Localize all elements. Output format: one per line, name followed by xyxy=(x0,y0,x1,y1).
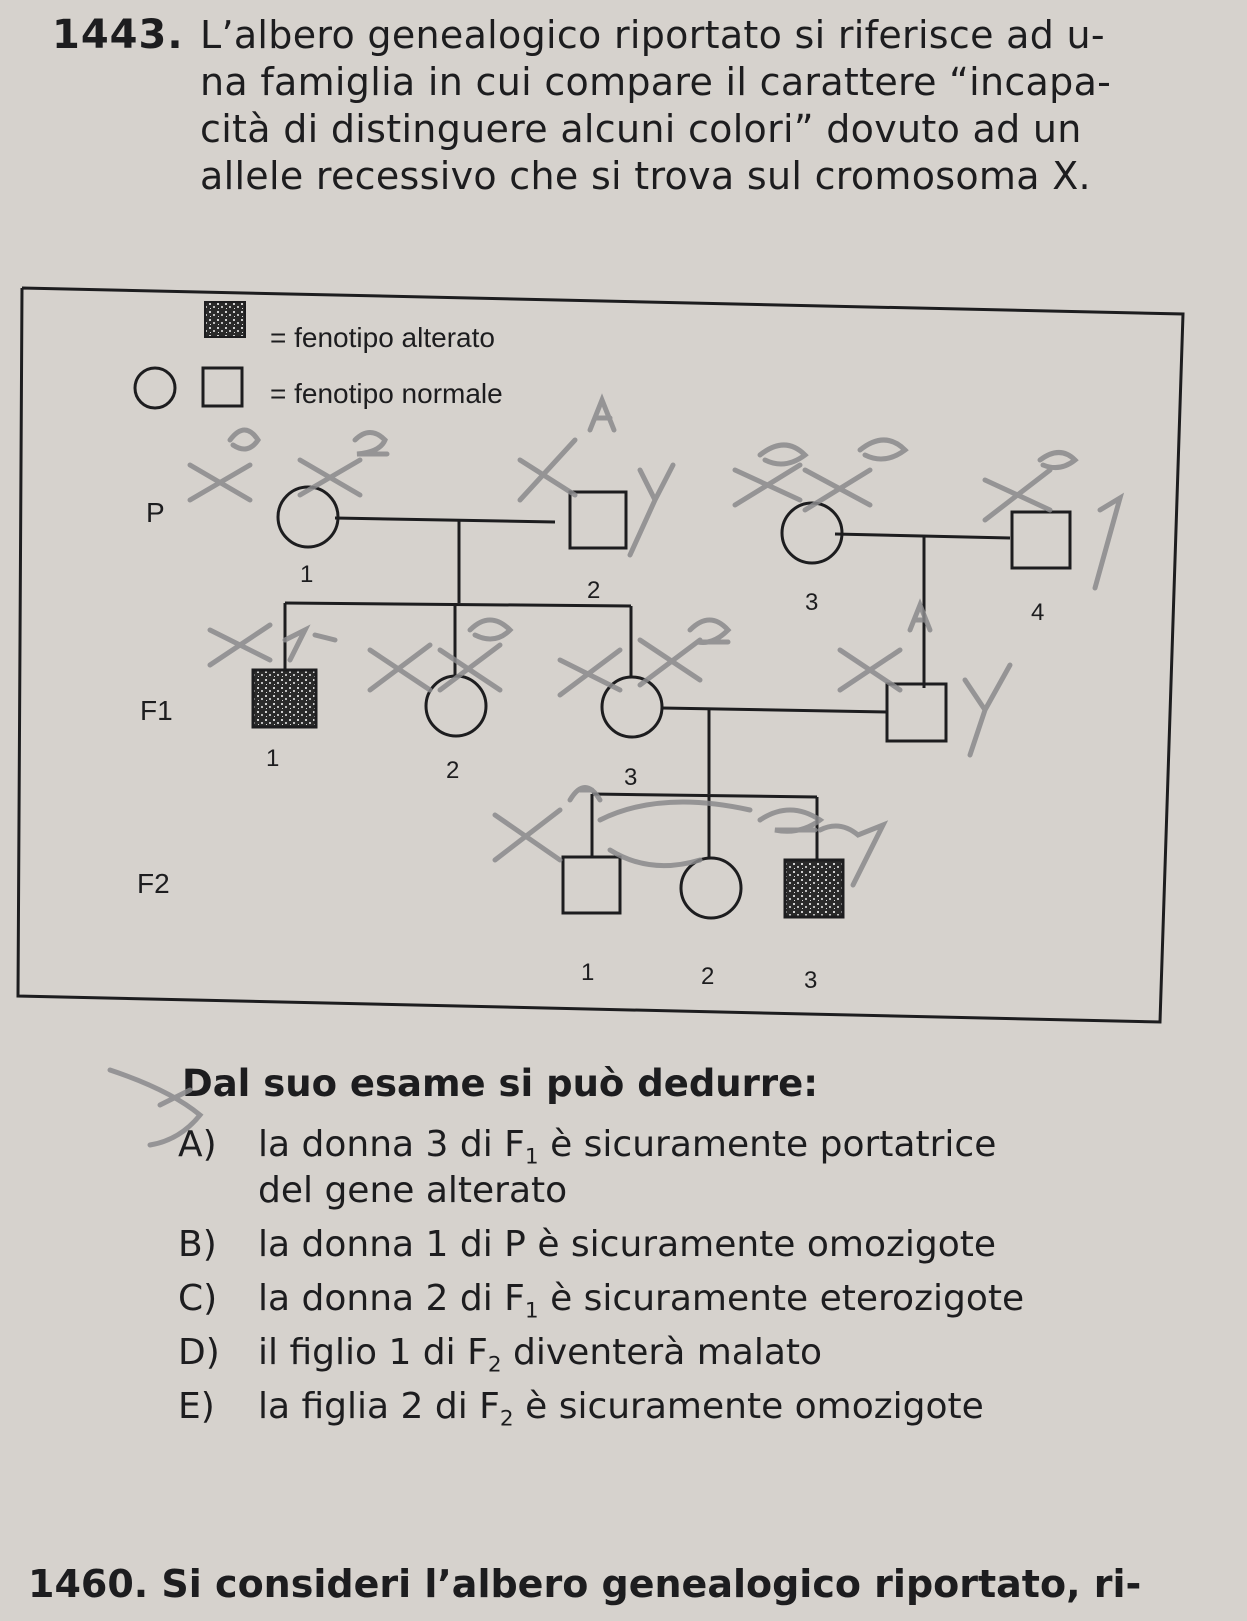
individual-f2-3 xyxy=(785,860,843,917)
generation-label-f2: F2 xyxy=(137,868,170,899)
individual-f2-2 xyxy=(681,858,741,918)
option-text: il figlio 1 di F xyxy=(258,1332,488,1373)
legend-normal-male-symbol xyxy=(203,368,242,406)
option-text: la donna 2 di F xyxy=(258,1278,525,1319)
individual-label-p1: 1 xyxy=(300,561,314,588)
individual-p2 xyxy=(570,492,626,548)
individual-f1-4 xyxy=(887,684,946,741)
option-letter: C) xyxy=(178,1278,218,1319)
individual-label-f1-1: 1 xyxy=(266,745,280,772)
next-question-heading: 1460. Si consideri l’albero genealogico riportato, ri- xyxy=(28,1562,1142,1606)
individual-label-p4: 4 xyxy=(1031,599,1045,626)
individual-label-p3: 3 xyxy=(805,589,819,616)
individual-f2-1 xyxy=(563,857,620,913)
question-line: allele recessivo che si trova sul cromosoma X. xyxy=(200,154,1091,198)
question-line: na famiglia in cui compare il carattere “incapa- xyxy=(200,60,1112,104)
option-text: la figlia 2 di F xyxy=(258,1386,500,1427)
option-letter: D) xyxy=(178,1332,220,1373)
option-text: è sicuramente portatrice xyxy=(538,1124,997,1165)
option-text: è sicuramente omozigote xyxy=(513,1386,984,1427)
option-subscript: 1 xyxy=(524,1144,539,1170)
individual-label-p2: 2 xyxy=(587,577,601,604)
option-subscript: 2 xyxy=(487,1352,502,1378)
pedigree-diagram xyxy=(0,270,1247,1030)
option-b xyxy=(178,1218,1024,1272)
individual-label-f2-3: 3 xyxy=(804,967,818,994)
option-text: la donna 1 di P è sicuramente omozigote xyxy=(258,1224,997,1265)
question-number: 1443. xyxy=(52,12,184,58)
generation-label-p: P xyxy=(146,497,165,528)
answer-options xyxy=(178,1118,1024,1434)
legend-normal-female-symbol xyxy=(135,368,175,408)
question-line: L’albero genealogico riportato si riferisce ad u- xyxy=(200,13,1105,57)
question-line: cità di distinguere alcuni colori” dovuto ad un xyxy=(200,107,1082,151)
option-text: diventerà malato xyxy=(501,1332,823,1373)
option-d xyxy=(178,1326,1024,1380)
option-e xyxy=(178,1380,1024,1434)
individual-label-f1-2: 2 xyxy=(446,757,460,784)
pedigree-lines xyxy=(285,518,1010,859)
individual-p1 xyxy=(278,487,338,547)
individual-label-f2-2: 2 xyxy=(701,963,715,990)
option-text: la donna 3 di F xyxy=(258,1124,525,1165)
option-letter: E) xyxy=(178,1386,215,1427)
option-subscript: 1 xyxy=(524,1298,539,1324)
question-text xyxy=(200,12,1210,200)
individual-p3 xyxy=(782,503,842,563)
individual-p4 xyxy=(1012,512,1070,568)
individual-label-f2-1: 1 xyxy=(581,959,595,986)
option-letter: A) xyxy=(178,1124,217,1165)
option-letter: B) xyxy=(178,1224,217,1265)
generation-label-f1: F1 xyxy=(140,695,173,726)
individual-f1-3 xyxy=(602,677,662,737)
individual-f1-1 xyxy=(253,670,316,727)
option-c xyxy=(178,1272,1024,1326)
individual-label-f1-3: 3 xyxy=(624,764,638,791)
individual-f1-2 xyxy=(426,676,486,736)
legend-affected-symbol xyxy=(205,302,245,337)
question-prompt: Dal suo esame si può dedurre: xyxy=(182,1062,819,1105)
legend-normal-label: = fenotipo normale xyxy=(270,378,503,409)
option-subscript: 2 xyxy=(499,1406,514,1432)
option-text: è sicuramente eterozigote xyxy=(538,1278,1025,1319)
option-a-continuation: del gene alterato xyxy=(258,1170,568,1211)
legend-affected-label: = fenotipo alterato xyxy=(270,322,495,353)
